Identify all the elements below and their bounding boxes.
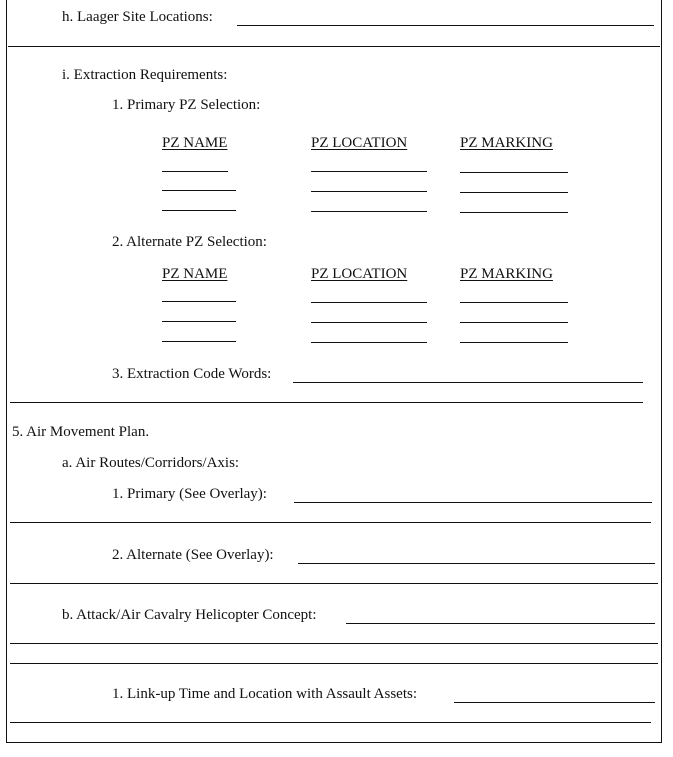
alternate-pz-name-header: PZ NAME xyxy=(162,266,228,282)
alternate-pz-location-header: PZ LOCATION xyxy=(311,266,408,282)
primary-pz-location-field-1[interactable] xyxy=(311,171,427,172)
air-movement-plan-label: 5. Air Movement Plan. xyxy=(12,424,150,440)
link-up-field[interactable] xyxy=(454,702,655,703)
link-up-field-line2[interactable] xyxy=(10,722,651,723)
primary-pz-name-header: PZ NAME xyxy=(162,135,228,151)
primary-pz-location-field-2[interactable] xyxy=(311,191,427,192)
alternate-pz-location-field-2[interactable] xyxy=(311,322,427,323)
primary-route-field-line2[interactable] xyxy=(10,522,651,523)
primary-pz-location-field-3[interactable] xyxy=(311,211,427,212)
primary-pz-location-header: PZ LOCATION xyxy=(311,135,408,151)
alternate-pz-location-field-3[interactable] xyxy=(311,342,427,343)
attack-helicopter-concept-field-line2[interactable] xyxy=(10,643,658,644)
laager-site-field-line2[interactable] xyxy=(8,46,660,47)
alternate-route-field[interactable] xyxy=(298,563,655,564)
primary-pz-label: 1. Primary PZ Selection: xyxy=(112,97,261,113)
alternate-route-field-line2[interactable] xyxy=(10,583,658,584)
alternate-pz-label: 2. Alternate PZ Selection: xyxy=(112,234,267,250)
primary-pz-name-field-1[interactable] xyxy=(162,171,228,172)
alternate-pz-location-field-1[interactable] xyxy=(311,302,427,303)
primary-pz-marking-field-2[interactable] xyxy=(460,192,568,193)
extraction-code-words-field[interactable] xyxy=(293,382,643,383)
primary-pz-name-field-2[interactable] xyxy=(162,190,236,191)
primary-pz-marking-field-3[interactable] xyxy=(460,212,568,213)
primary-pz-marking-field-1[interactable] xyxy=(460,172,568,173)
extraction-code-words-label: 3. Extraction Code Words: xyxy=(112,366,272,382)
attack-helicopter-concept-field-line3[interactable] xyxy=(10,663,658,664)
attack-helicopter-concept-field[interactable] xyxy=(346,623,655,624)
attack-helicopter-concept-label: b. Attack/Air Cavalry Helicopter Concept: xyxy=(62,607,317,623)
alternate-pz-marking-header: PZ MARKING xyxy=(460,266,553,282)
link-up-label: 1. Link-up Time and Location with Assault Assets: xyxy=(112,686,418,702)
alternate-pz-name-field-2[interactable] xyxy=(162,321,236,322)
laager-site-label: h. Laager Site Locations: xyxy=(62,9,213,25)
primary-route-label: 1. Primary (See Overlay): xyxy=(112,486,267,502)
extraction-requirements-label: i. Extraction Requirements: xyxy=(62,67,228,83)
form-frame xyxy=(6,0,662,743)
extraction-code-words-field-line2[interactable] xyxy=(10,402,643,403)
alternate-pz-marking-field-3[interactable] xyxy=(460,342,568,343)
alternate-pz-name-field-1[interactable] xyxy=(162,301,236,302)
primary-pz-marking-header: PZ MARKING xyxy=(460,135,553,151)
alternate-pz-marking-field-2[interactable] xyxy=(460,322,568,323)
alternate-pz-marking-field-1[interactable] xyxy=(460,302,568,303)
laager-site-field[interactable] xyxy=(237,25,654,26)
alternate-pz-name-field-3[interactable] xyxy=(162,341,236,342)
air-routes-label: a. Air Routes/Corridors/Axis: xyxy=(62,455,240,471)
primary-pz-name-field-3[interactable] xyxy=(162,210,236,211)
alternate-route-label: 2. Alternate (See Overlay): xyxy=(112,547,274,563)
primary-route-field[interactable] xyxy=(294,502,652,503)
